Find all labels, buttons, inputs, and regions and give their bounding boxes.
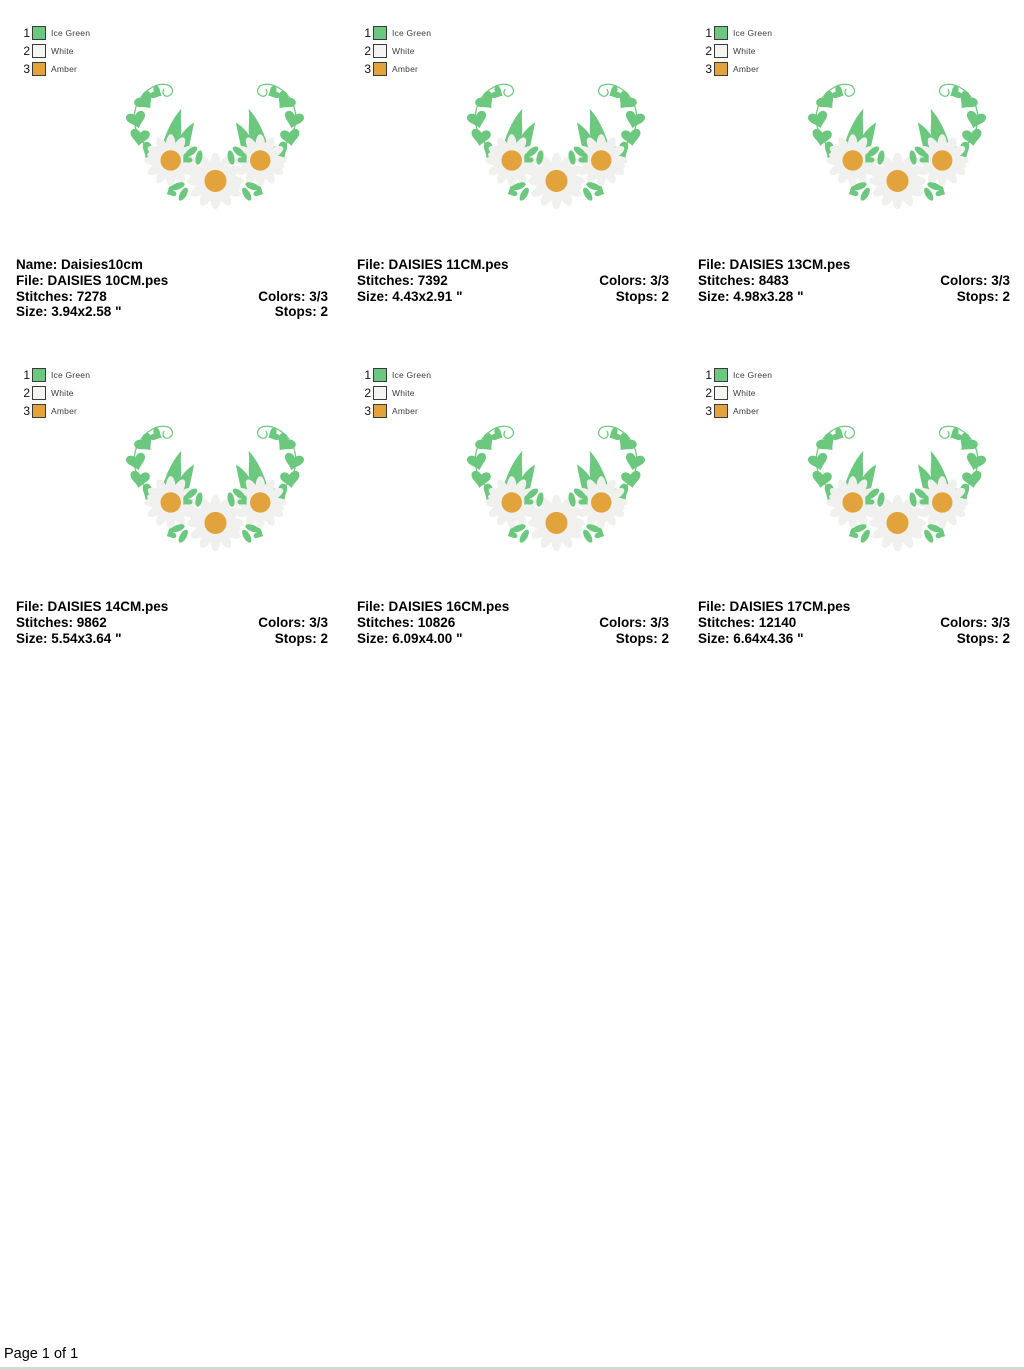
ice-green-swatch-icon <box>32 26 46 40</box>
legend-label: Amber <box>51 406 78 416</box>
daisy-wreath-preview <box>456 68 656 214</box>
legend-item <box>362 24 431 42</box>
colors-text: Colors: 3/3 <box>599 272 669 288</box>
stitches-text: Stitches: 9862 <box>16 614 107 630</box>
name-text: Name: Daisies10cm <box>16 257 143 272</box>
amber-swatch-icon <box>373 404 387 418</box>
legend-label: White <box>51 46 74 56</box>
ice-green-swatch-icon <box>32 368 46 382</box>
legend-label: Ice Green <box>733 370 773 380</box>
design-card-4 <box>15 362 356 704</box>
legend-item <box>21 60 90 78</box>
daisy-wreath-preview <box>456 410 656 556</box>
ice-green-swatch-icon <box>714 368 728 382</box>
legend-label: Amber <box>733 64 760 74</box>
info-row <box>357 615 669 631</box>
daisy-wreath-icon <box>456 68 656 214</box>
ice-green-swatch-icon <box>714 26 728 40</box>
info-row <box>698 599 1010 615</box>
legend-label: White <box>51 388 74 398</box>
white-swatch-icon <box>32 44 46 58</box>
white-swatch-icon <box>373 386 387 400</box>
color-legend <box>21 366 90 420</box>
legend-item <box>21 384 90 402</box>
info-row <box>16 257 328 273</box>
stitches-text: Stitches: 10826 <box>357 614 456 630</box>
legend-item <box>362 366 431 384</box>
size-text: Size: 3.94x2.58 " <box>16 304 122 320</box>
white-swatch-icon <box>373 44 387 58</box>
size-text: Size: 4.43x2.91 " <box>357 288 463 304</box>
info-row <box>357 289 669 305</box>
legend-number: 1 <box>23 368 30 382</box>
size-text: Size: 5.54x3.64 " <box>16 630 122 646</box>
color-legend <box>21 24 90 78</box>
legend-number: 1 <box>705 368 712 382</box>
amber-swatch-icon <box>714 62 728 76</box>
legend-number: 1 <box>705 26 712 40</box>
info-row <box>698 273 1010 289</box>
colors-text: Colors: 3/3 <box>940 272 1010 288</box>
size-text: Size: 6.09x4.00 " <box>357 630 463 646</box>
legend-number: 3 <box>23 404 30 418</box>
design-info <box>357 257 669 304</box>
colors-text: Colors: 3/3 <box>599 614 669 630</box>
legend-number: 3 <box>364 62 371 76</box>
amber-swatch-icon <box>714 404 728 418</box>
legend-label: Amber <box>392 64 419 74</box>
legend-item <box>703 42 772 60</box>
legend-label: Ice Green <box>392 28 432 38</box>
white-swatch-icon <box>714 386 728 400</box>
legend-label: Ice Green <box>733 28 773 38</box>
stitches-text: Stitches: 8483 <box>698 272 789 288</box>
design-info <box>16 257 328 320</box>
legend-label: Ice Green <box>392 370 432 380</box>
ice-green-swatch-icon <box>373 368 387 382</box>
stops-text: Stops: 2 <box>615 630 669 646</box>
legend-item <box>21 42 90 60</box>
size-text: Size: 6.64x4.36 " <box>698 630 804 646</box>
design-info <box>698 257 1010 304</box>
stops-text: Stops: 2 <box>274 304 328 320</box>
info-row <box>357 257 669 273</box>
design-card-3 <box>697 20 1024 362</box>
legend-number: 1 <box>364 26 371 40</box>
ice-green-swatch-icon <box>373 26 387 40</box>
daisy-wreath-preview <box>797 410 997 556</box>
info-row <box>16 304 328 320</box>
design-info <box>698 599 1010 646</box>
design-info <box>357 599 669 646</box>
legend-number: 2 <box>705 44 712 58</box>
design-card-5 <box>356 362 697 704</box>
stitches-text: Stitches: 7278 <box>16 288 107 304</box>
info-row <box>16 631 328 647</box>
legend-label: White <box>733 46 756 56</box>
design-card-6 <box>697 362 1024 704</box>
design-catalog-grid <box>15 20 1024 704</box>
daisy-wreath-preview <box>797 68 997 214</box>
legend-item <box>362 42 431 60</box>
legend-number: 2 <box>364 386 371 400</box>
design-card-2 <box>356 20 697 362</box>
info-row <box>16 289 328 305</box>
amber-swatch-icon <box>32 62 46 76</box>
color-legend <box>703 366 772 420</box>
info-row <box>698 257 1010 273</box>
amber-swatch-icon <box>32 404 46 418</box>
stops-text: Stops: 2 <box>956 630 1010 646</box>
legend-item <box>703 24 772 42</box>
daisy-wreath-icon <box>797 410 997 556</box>
info-row <box>698 631 1010 647</box>
legend-number: 2 <box>23 386 30 400</box>
file-text: File: DAISIES 14CM.pes <box>16 599 169 614</box>
legend-label: Amber <box>733 406 760 416</box>
stops-text: Stops: 2 <box>956 288 1010 304</box>
info-row <box>16 615 328 631</box>
colors-text: Colors: 3/3 <box>258 614 328 630</box>
daisy-wreath-preview <box>115 410 315 556</box>
design-info <box>16 599 328 646</box>
legend-number: 3 <box>705 62 712 76</box>
info-row <box>16 599 328 615</box>
stitches-text: Stitches: 7392 <box>357 272 448 288</box>
info-row <box>16 273 328 289</box>
daisy-wreath-icon <box>797 68 997 214</box>
stops-text: Stops: 2 <box>615 288 669 304</box>
legend-item <box>21 24 90 42</box>
info-row <box>357 631 669 647</box>
legend-number: 3 <box>23 62 30 76</box>
legend-item <box>703 60 772 78</box>
file-text: File: DAISIES 11CM.pes <box>357 257 509 272</box>
colors-text: Colors: 3/3 <box>258 288 328 304</box>
white-swatch-icon <box>32 386 46 400</box>
legend-number: 1 <box>364 368 371 382</box>
size-text: Size: 4.98x3.28 " <box>698 288 804 304</box>
legend-label: Amber <box>51 64 78 74</box>
file-text: File: DAISIES 17CM.pes <box>698 599 851 614</box>
design-card-1 <box>15 20 356 362</box>
stops-text: Stops: 2 <box>274 630 328 646</box>
daisy-wreath-icon <box>115 68 315 214</box>
legend-label: White <box>392 46 415 56</box>
info-row <box>357 599 669 615</box>
legend-item <box>703 384 772 402</box>
info-row <box>698 615 1010 631</box>
legend-item <box>21 402 90 420</box>
stitches-text: Stitches: 12140 <box>698 614 797 630</box>
legend-label: White <box>733 388 756 398</box>
legend-label: Amber <box>392 406 419 416</box>
legend-number: 2 <box>705 386 712 400</box>
daisy-wreath-icon <box>115 410 315 556</box>
legend-number: 3 <box>364 404 371 418</box>
color-legend <box>362 366 431 420</box>
legend-item <box>362 402 431 420</box>
legend-item <box>362 384 431 402</box>
legend-number: 2 <box>364 44 371 58</box>
legend-number: 1 <box>23 26 30 40</box>
info-row <box>698 289 1010 305</box>
daisy-wreath-icon <box>456 410 656 556</box>
file-text: File: DAISIES 16CM.pes <box>357 599 510 614</box>
legend-label: White <box>392 388 415 398</box>
color-legend <box>703 24 772 78</box>
daisy-wreath-preview <box>115 68 315 214</box>
legend-number: 2 <box>23 44 30 58</box>
white-swatch-icon <box>714 44 728 58</box>
legend-number: 3 <box>705 404 712 418</box>
page-number-text: Page 1 of 1 <box>4 1346 79 1362</box>
info-row <box>357 273 669 289</box>
amber-swatch-icon <box>373 62 387 76</box>
color-legend <box>362 24 431 78</box>
legend-item <box>21 366 90 384</box>
file-text: File: DAISIES 13CM.pes <box>698 257 851 272</box>
legend-label: Ice Green <box>51 370 91 380</box>
legend-item <box>362 60 431 78</box>
legend-label: Ice Green <box>51 28 91 38</box>
legend-item <box>703 366 772 384</box>
legend-item <box>703 402 772 420</box>
file-text: File: DAISIES 10CM.pes <box>16 272 169 288</box>
colors-text: Colors: 3/3 <box>940 614 1010 630</box>
